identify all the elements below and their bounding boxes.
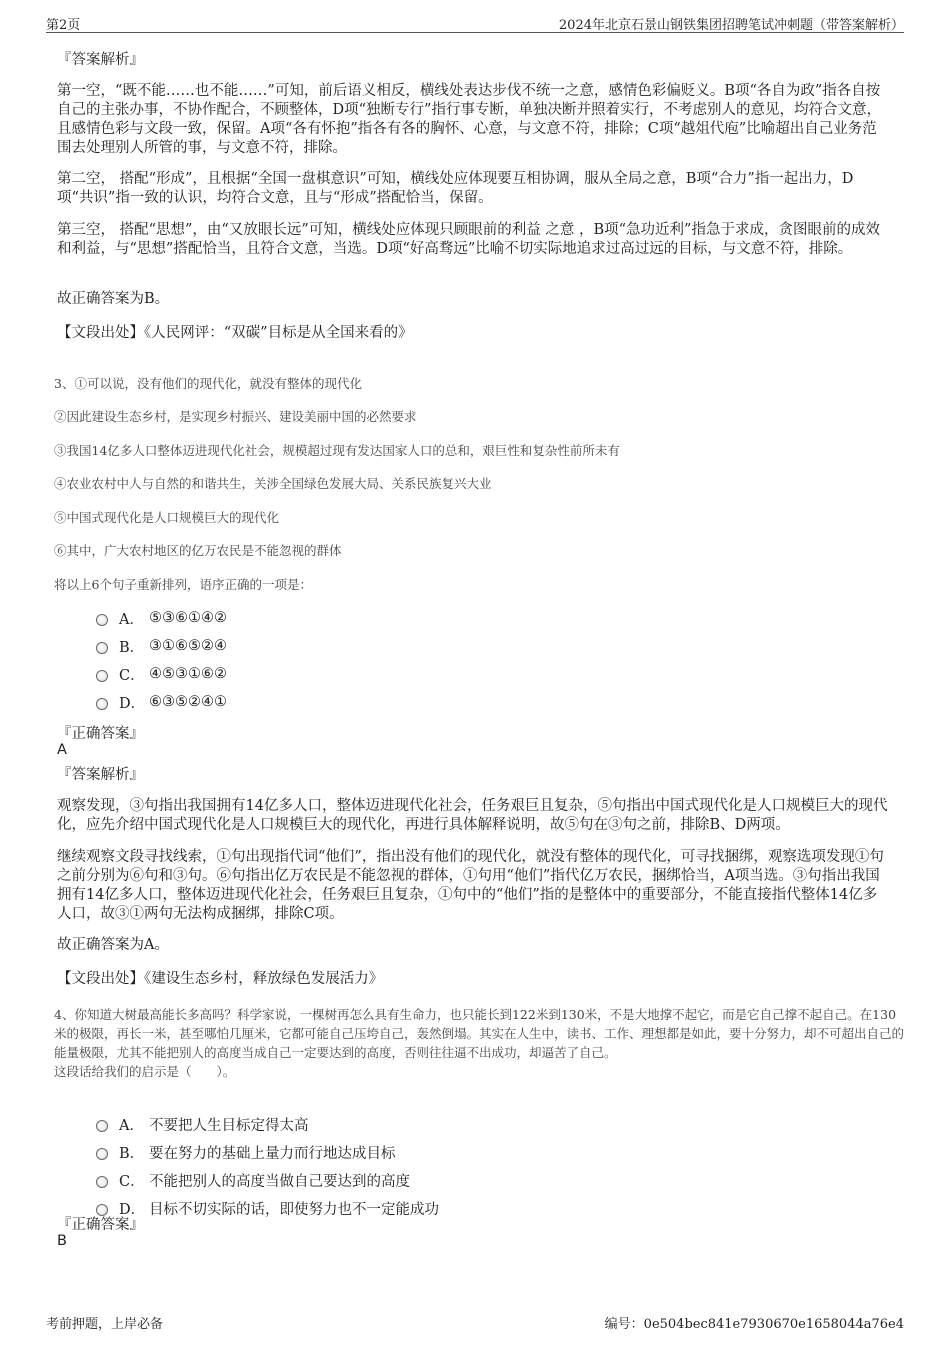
analysis-paragraph: 第三空， 搭配“思想”，由“又放眼长远”可知，横线处应体现只顾眼前的利益 之意 ，B项“急功近利”指急于求成，贪图眼前的成效和利益，与“思想”搭配恰当，且符合文意，当选。D项“好高骛远”比喻不切实际地追求过高过远的目标，与文意不符，排除。 <box>57 222 880 257</box>
option-d[interactable] <box>96 692 227 712</box>
question-stem-line: ⑥其中，广大农村地区的亿万农民是不能忽视的群体 <box>54 543 342 558</box>
question-stem: 4、你知道大树最高能长多高吗？科学家说，一棵树再怎么具有生命力，也只能长到122米到130米，不是大地撑不起它，而是它自己撑不起自己。在130米的极限，再长一米，甚至哪怕几厘米，它都可能自己压垮自己，轰然倒塌。其实在人生中，读书、工作、理想都是如此，要十分努力，却不可超出自己的能量极限，尤其不能把别人的高度当成自己一定要达到的高度，否则往往逼不出成功，却逼苦了自己。 <box>54 1007 905 1060</box>
option-c[interactable] <box>96 664 227 684</box>
analysis-paragraph: 观察发现，③句指出我国拥有14亿多人口，整体迈进现代化社会，任务艰巨且复杂，⑤句指出中国式现代化是人口规模巨大的现代化，应先介绍中国式现代化是人口规模巨大的现代化，再进行具体解释说明，故⑤句在③句之前，排除B、D两项。 <box>57 798 888 833</box>
option-text: ⑤③⑥①④② <box>149 610 227 626</box>
option-text: 要在努力的基础上量力而行地达成目标 <box>149 1145 396 1162</box>
option-b[interactable] <box>96 1142 396 1162</box>
option-a[interactable] <box>96 608 227 628</box>
option-b[interactable] <box>96 636 227 656</box>
option-text: 目标不切实际的话，即使努力也不一定能成功 <box>149 1201 439 1218</box>
page-number: 第2页 <box>46 18 81 33</box>
analysis-paragraph: 第二空， 搭配“形成”，且根据“全国一盘棋意识”可知，横线处应体现要互相协调，服从全局之意，B项“合力”指一起出力，D项“共识”指一致的认识，均符合文意，且与“形成”搭配恰当，保留。 <box>57 171 854 206</box>
question-stem-line: ③我国14亿多人口整体迈进现代化社会，规模超过现有发达国家人口的总和，艰巨性和复杂性前所未有 <box>54 443 620 458</box>
correct-answer-label: 『正确答案』 <box>57 726 144 742</box>
source-citation: 【文段出处】《人民网评：“双碳”目标是从全国来看的》 <box>57 325 413 341</box>
page-header <box>46 12 904 33</box>
option-text: ④⑤③①⑥② <box>149 666 227 682</box>
option-c[interactable] <box>96 1170 410 1190</box>
question-prompt: 这段话给我们的启示是（ ）。 <box>54 1064 236 1079</box>
conclusion: 故正确答案为A。 <box>57 937 169 953</box>
question-stem-line: 3、①可以说，没有他们的现代化，就没有整体的现代化 <box>54 376 362 391</box>
radio-button[interactable] <box>96 614 108 626</box>
option-letter: D． <box>119 1201 146 1218</box>
option-letter: A． <box>119 1117 144 1134</box>
question-stem-line: ②因此建设生态乡村，是实现乡村振兴、建设美丽中国的必然要求 <box>54 409 417 424</box>
radio-button[interactable] <box>96 1176 108 1188</box>
conclusion: 故正确答案为B。 <box>57 291 170 307</box>
option-text: 不要把人生目标定得太高 <box>149 1117 309 1134</box>
footer-slogan: 考前押题，上岸必备 <box>46 1317 164 1332</box>
option-letter: A． <box>119 611 144 628</box>
option-letter: D． <box>119 695 146 712</box>
option-letter: C． <box>119 667 145 684</box>
analysis-paragraph: 继续观察文段寻找线索，①句出现指代词“他们”，指出没有他们的现代化，就没有整体的现代化，可寻找捆绑，观察选项发现①句之前分别为⑥句和③句。⑥句指出亿万农民是不能忽视的群体，①句用“他们”指代亿万农民，捆绑恰当，A项当选。③句指出我国拥有14亿多人口，整体迈进现代化社会，任务艰巨且复杂，①句中的“他们”指的是整体中的重要部分，不能直接指代整体14亿多人口，故③①两句无法构成捆绑，排除C项。 <box>57 849 884 922</box>
radio-button[interactable] <box>96 698 108 710</box>
analysis-label: 『答案解析』 <box>57 767 144 783</box>
analysis-paragraph: 第一空，“既不能……也不能……”可知，前后语义相反，横线处表达步伐不统一之意，感情色彩偏贬义。B项“各自为政”指各自按自己的主张办事，不协作配合，不顾整体，D项“独断专行”指行事专断，单独决断并照着实行，不考虑别人的意见，均符合文意，且感情色彩与文段一致，保留。A项“各有怀抱”指各有各的胸怀、心意，与文意不符，排除；C项“越俎代庖”比喻超出自己业务范围去处理别人所管的事，与文意不符，排除。 <box>57 83 881 156</box>
correct-answer-label: 『正确答案』 <box>57 1217 144 1233</box>
option-letter: C． <box>119 1173 145 1190</box>
question-stem-line: ⑤中国式现代化是人口规模巨大的现代化 <box>54 510 280 525</box>
radio-button[interactable] <box>96 642 108 654</box>
radio-button[interactable] <box>96 670 108 682</box>
document-title: 2024年北京石景山钢铁集团招聘笔试冲刺题（带答案解析） <box>558 18 904 33</box>
option-a[interactable] <box>96 1114 309 1134</box>
question-stem-line: ④农业农村中人与自然的和谐共生，关涉全国绿色发展大局、关系民族复兴大业 <box>54 476 492 491</box>
source-citation: 【文段出处】《建设生态乡村，释放绿色发展活力》 <box>57 971 384 987</box>
correct-answer: A <box>57 742 67 758</box>
option-text: ③①⑥⑤②④ <box>149 638 227 654</box>
option-letter: B． <box>119 1145 145 1162</box>
option-d[interactable] <box>96 1198 439 1218</box>
radio-button[interactable] <box>96 1148 108 1160</box>
question-prompt: 将以上6个句子重新排列，语序正确的一项是： <box>54 577 312 592</box>
option-text: ⑥③⑤②④① <box>149 694 227 710</box>
radio-button[interactable] <box>96 1120 108 1132</box>
correct-answer: B <box>57 1233 67 1249</box>
option-letter: B． <box>119 639 145 656</box>
document-id: 编号：0e504bec841e7930670e1658044a76e4 <box>604 1317 904 1332</box>
analysis-label: 『答案解析』 <box>57 52 144 68</box>
option-text: 不能把别人的高度当做自己要达到的高度 <box>149 1173 410 1190</box>
